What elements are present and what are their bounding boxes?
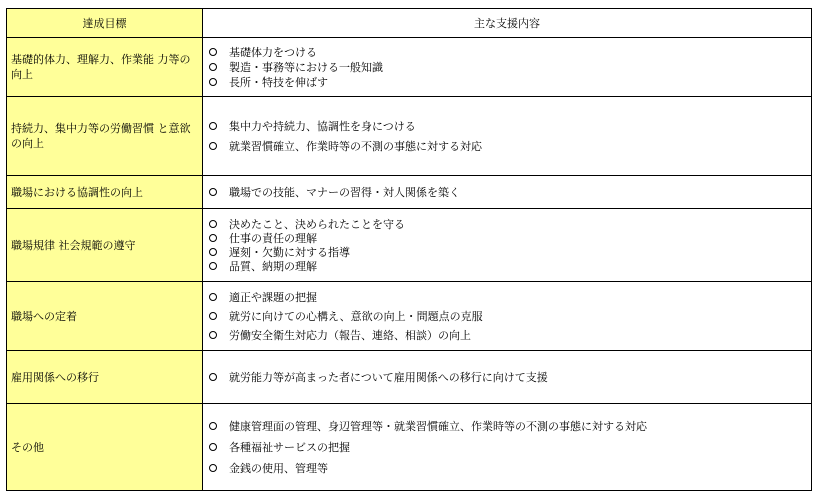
circle-bullet-icon <box>209 373 217 381</box>
circle-bullet-icon <box>209 234 217 242</box>
list-item: 金銭の使用、管理等 <box>209 458 805 479</box>
goal-cell: 基礎的体力、理解力、作業能 力等の向上 <box>7 38 203 97</box>
support-cell <box>203 97 812 176</box>
support-cell <box>203 282 812 351</box>
table-row <box>7 404 812 491</box>
circle-bullet-icon <box>209 188 217 196</box>
table-row <box>7 38 812 97</box>
list-item: 労働安全衛生対応力（報告、連絡、相談）の向上 <box>209 326 805 345</box>
circle-bullet-icon <box>209 122 217 130</box>
goal-cell: 持続力、集中力等の労働習慣 と意欲の向上 <box>7 97 203 176</box>
table-row <box>7 209 812 282</box>
list-item: 職場での技能、マナーの習得・対人関係を築く <box>209 185 805 200</box>
circle-bullet-icon <box>209 220 217 228</box>
list-item: 製造・事務等における一般知識 <box>209 60 805 75</box>
circle-bullet-icon <box>209 464 217 472</box>
list-item: 品質、納期の理解 <box>209 259 805 273</box>
goal-cell: 職場における協調性の向上 <box>7 176 203 209</box>
goal-cell: その他 <box>7 404 203 491</box>
circle-bullet-icon <box>209 248 217 256</box>
support-cell <box>203 209 812 282</box>
circle-bullet-icon <box>209 443 217 451</box>
list-item: 各種福祉サービスの把握 <box>209 437 805 458</box>
circle-bullet-icon <box>209 48 217 56</box>
table-row <box>7 282 812 351</box>
list-item: 就業習慣確立、作業時等の不測の事態に対する対応 <box>209 136 805 156</box>
circle-bullet-icon <box>209 142 217 150</box>
list-item: 集中力や持続力、協調性を身につける <box>209 116 805 136</box>
support-cell <box>203 404 812 491</box>
support-table <box>6 8 812 491</box>
list-item: 就労能力等が高まった者について雇用関係への移行に向けて支援 <box>209 370 805 385</box>
support-column-header: 主な支援内容 <box>203 9 812 38</box>
list-item: 決めたこと、決められたことを守る <box>209 217 805 231</box>
list-item: 就労に向けての心構え、意欲の向上・問題点の克服 <box>209 307 805 326</box>
table-row <box>7 176 812 209</box>
support-cell <box>203 351 812 404</box>
goal-column-header: 達成目標 <box>7 9 203 38</box>
list-item: 健康管理面の管理、身辺管理等・就業習慣確立、作業時等の不測の事態に対する対応 <box>209 416 805 437</box>
table-row <box>7 97 812 176</box>
goal-cell: 雇用関係への移行 <box>7 351 203 404</box>
goal-cell: 職場規律 社会規範の遵守 <box>7 209 203 282</box>
circle-bullet-icon <box>209 331 217 339</box>
circle-bullet-icon <box>209 78 217 86</box>
circle-bullet-icon <box>209 63 217 71</box>
header-row <box>7 9 812 38</box>
circle-bullet-icon <box>209 293 217 301</box>
list-item: 基礎体力をつける <box>209 45 805 60</box>
circle-bullet-icon <box>209 262 217 270</box>
circle-bullet-icon <box>209 422 217 430</box>
table-row <box>7 351 812 404</box>
goal-cell: 職場への定着 <box>7 282 203 351</box>
list-item: 遅刻・欠勤に対する指導 <box>209 245 805 259</box>
support-cell <box>203 38 812 97</box>
circle-bullet-icon <box>209 312 217 320</box>
list-item: 適正や課題の把握 <box>209 288 805 307</box>
list-item: 長所・特技を伸ばす <box>209 75 805 90</box>
list-item: 仕事の責任の理解 <box>209 231 805 245</box>
support-cell <box>203 176 812 209</box>
